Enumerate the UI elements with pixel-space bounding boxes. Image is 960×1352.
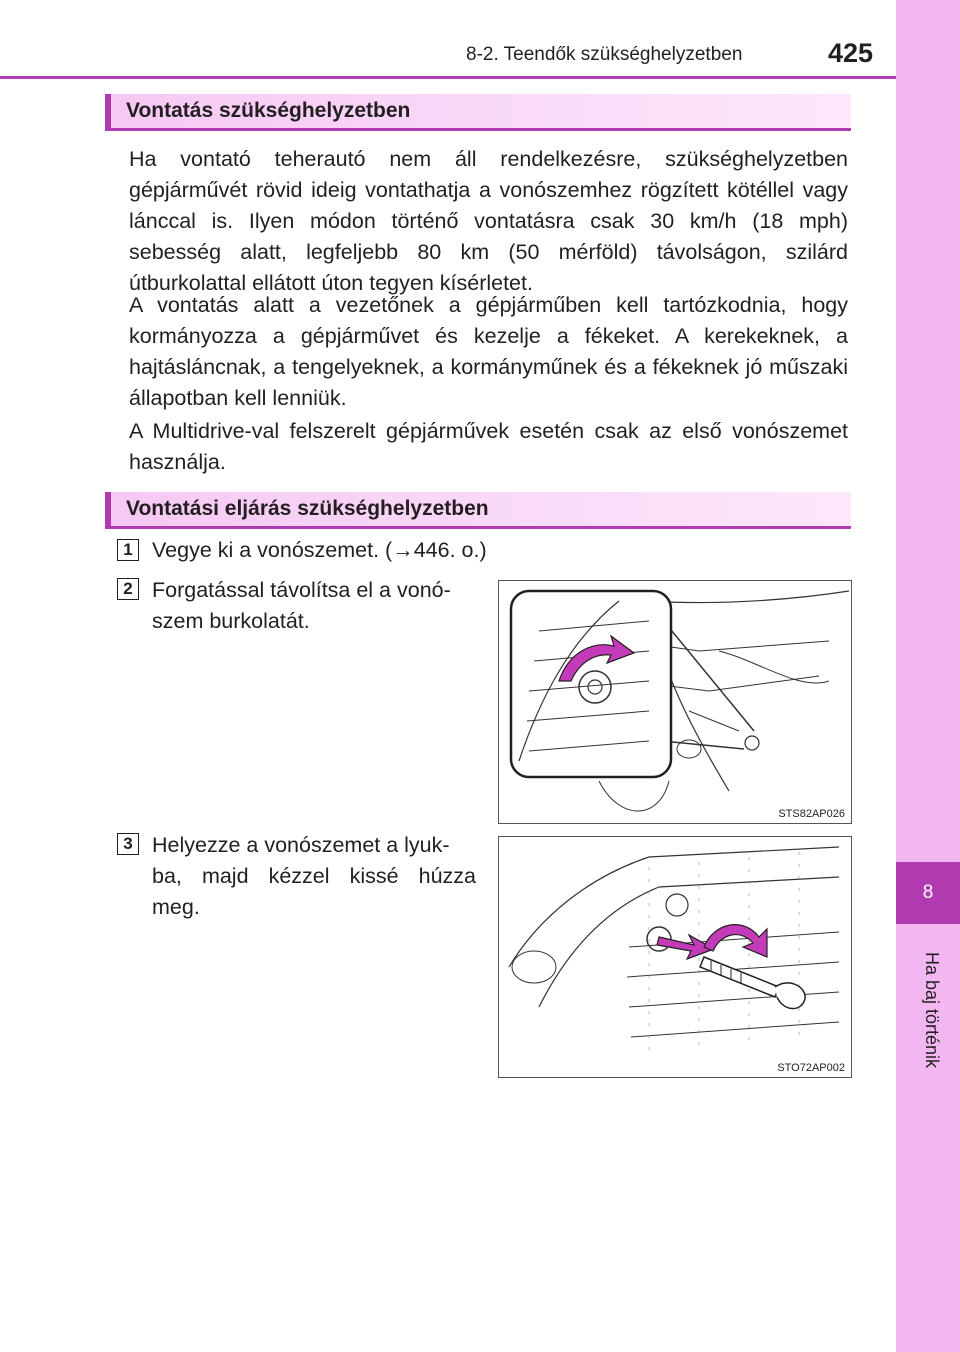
step-number: 1 (117, 539, 139, 561)
section-title: Vontatás szükséghelyzetben (126, 99, 411, 122)
chapter-number-badge: 8 (896, 862, 960, 924)
step-text: Forgatással távolítsa el a vonó- szem burkolatát. (152, 578, 451, 633)
figure-tow-eye-install (498, 836, 852, 1078)
figure-code: STO72AP002 (777, 1062, 845, 1074)
section-heading-bar (105, 94, 851, 131)
figure-code: STS82AP026 (778, 808, 845, 820)
chapter-label: Ha baj történik (922, 952, 942, 1069)
paragraph: A vontatás alatt a vezetőnek a gépjárműben kell tartózkodnia, hogy kormányozza a gépjárművet és kezelje a fékeket. A kerekeknek, a hajtásláncnak, a tengelyeknek, a kormányműnek és a fékeknek jó műszaki állapotban kell lenniük. (129, 293, 848, 410)
step-number: 2 (117, 578, 139, 600)
paragraph: Ha vontató teherautó nem áll rendelkezésre, szükséghelyzetben gépjárművét rövid ideig vontathatja a vonószemhez rögzített kötéllel vagy lánccal is. Ilyen módon történő vontatásra csak 30 km/h (18 mph) sebesség alatt, legfeljebb 80 km (50 mérföld) távolságon, szilárd útburkolattal ellátott úton tegyen kísérletet. (129, 147, 848, 295)
section-heading-bar (105, 492, 851, 529)
paragraph: A Multidrive-val felszerelt gépjárművek esetén csak az első vonószemet használja. (129, 419, 848, 474)
section-title: Vontatási eljárás szükséghelyzetben (126, 497, 489, 520)
step-text: Helyezze a vonószemet a lyuk- ba, majd kézzel kissé húzza meg. (152, 833, 476, 919)
tow-eye-cover-illustration (499, 581, 852, 824)
figure-tow-eye-cover (498, 580, 852, 824)
chapter-side-tab (896, 0, 960, 1352)
running-header-section: 8-2. Teendők szükséghelyzetben (466, 44, 743, 65)
step-number: 3 (117, 833, 139, 855)
tow-eye-install-illustration (499, 837, 852, 1078)
header-divider (0, 76, 896, 79)
step-text: Vegye ki a vonószemet. (→446. o.) (152, 538, 487, 562)
page-number: 425 (828, 38, 874, 68)
